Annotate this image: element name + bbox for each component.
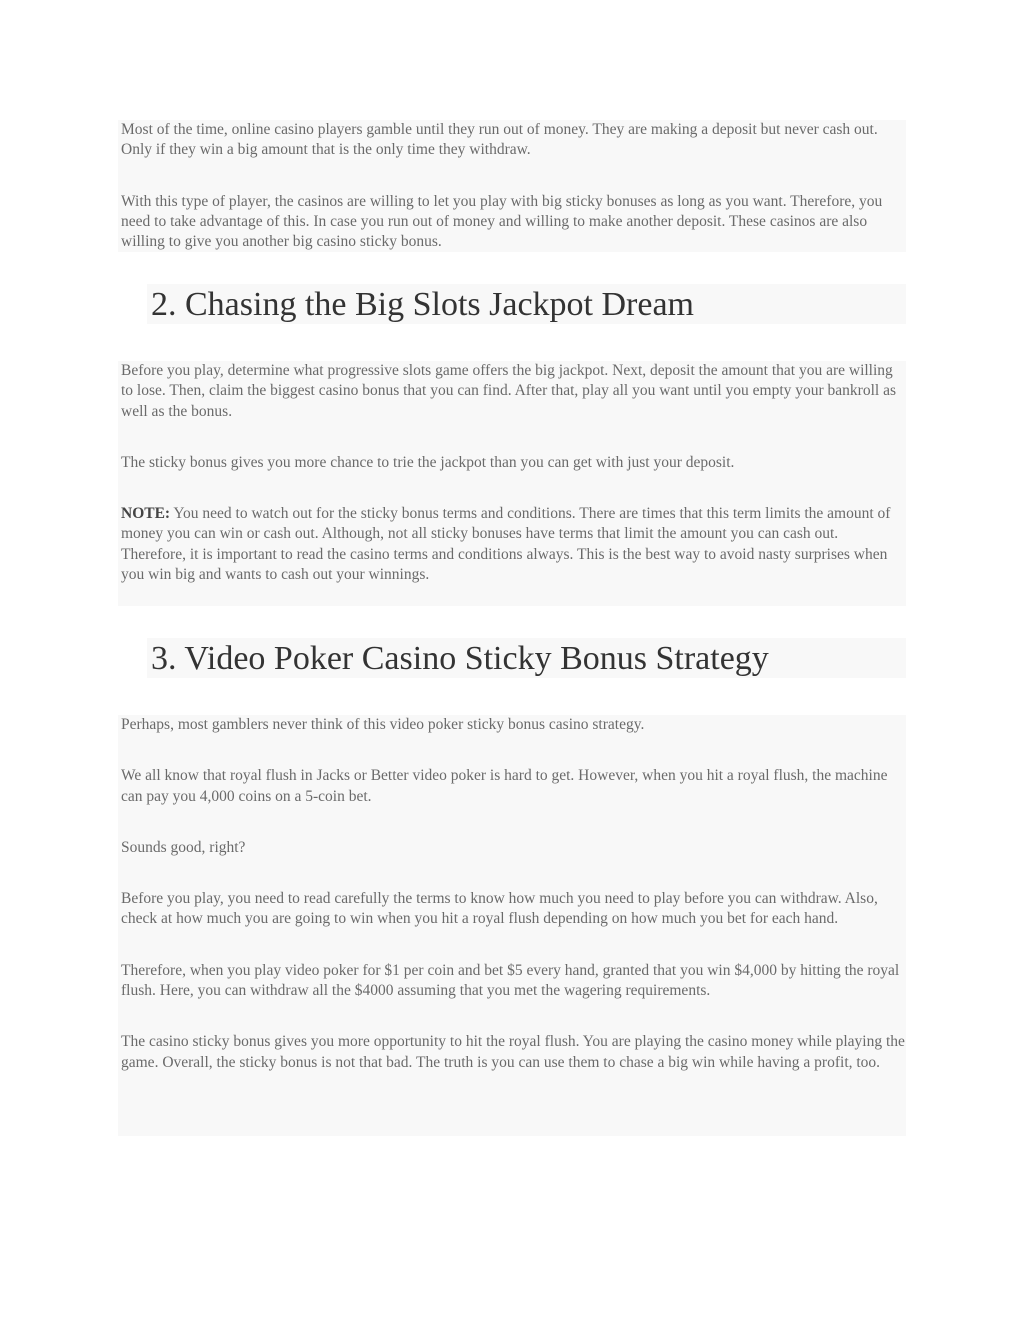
section-heading xyxy=(147,284,906,324)
paragraph: Most of the time, online casino players gamble until they run out of money. They are making a deposit but never cash out. Only if they win a big amount that is the only time they withdraw. xyxy=(121,121,878,159)
slots-text-block xyxy=(118,361,906,606)
note-text: You need to watch out for the sticky bonus terms and conditions. There are times that this term limits the amount of money you can win or cash out. Although, not all sticky bonuses have terms that limit the amount you can cash out. xyxy=(121,505,891,543)
video-poker-text-block xyxy=(118,715,906,1136)
section-heading-text: 2. Chasing the Big Slots Jackpot Dream xyxy=(151,286,695,323)
paragraph: Sounds good, right? xyxy=(121,838,246,856)
note-label: NOTE: xyxy=(121,505,171,523)
paragraph: Perhaps, most gamblers never think of this video poker sticky bonus casino strategy. xyxy=(121,716,645,733)
intro-text-block xyxy=(118,120,906,252)
note-paragraph xyxy=(118,504,906,545)
section-heading-text: 3. Video Poker Casino Sticky Bonus Strategy xyxy=(151,640,769,677)
paragraph: Therefore, it is important to read the casino terms and conditions always. This is the best way to avoid nasty surprises when you win big and wants to cash out your winnings. xyxy=(121,545,888,584)
paragraph: The casino sticky bonus gives you more opportunity to hit the royal flush. You are playing the casino money while playing the game. Overall, the sticky bonus is not that bad. The truth is you can use them to chase a big win while having a profit, too. xyxy=(121,1033,905,1071)
paragraph: With this type of player, the casinos are willing to let you play with big sticky bonuses as long as you want. Therefore, you need to take advantage of this. In case you run out of money and willing to make another deposit. These casinos are also willing to give you another big casino sticky bonus. xyxy=(121,192,883,251)
paragraph: Before you play, you need to read carefully the terms to know how much you need to play before you can withdraw. Also, check at how much you are going to win when you hit a royal flush depending on how much you bet for each hand. xyxy=(121,890,878,928)
paragraph: Therefore, when you play video poker for $1 per coin and bet $5 every hand, granted that you win $4,000 by hitting the royal flush. Here, you can withdraw all the $4000 assuming that you met the wagering requirements. xyxy=(121,961,900,1000)
paragraph: The sticky bonus gives you more chance to trie the jackpot than you can get with just your deposit. xyxy=(121,453,735,471)
section-heading xyxy=(147,638,906,678)
paragraph: We all know that royal flush in Jacks or Better video poker is hard to get. However, when you hit a royal flush, the machine can pay you 4,000 coins on a 5-coin bet. xyxy=(121,767,888,805)
paragraph: Before you play, determine what progressive slots game offers the big jackpot. Next, deposit the amount that you are willing to lose. Then, claim the biggest casino bonus that you can find. After that, play all you want until you empty your bankroll as well as the bonus. xyxy=(121,362,896,420)
